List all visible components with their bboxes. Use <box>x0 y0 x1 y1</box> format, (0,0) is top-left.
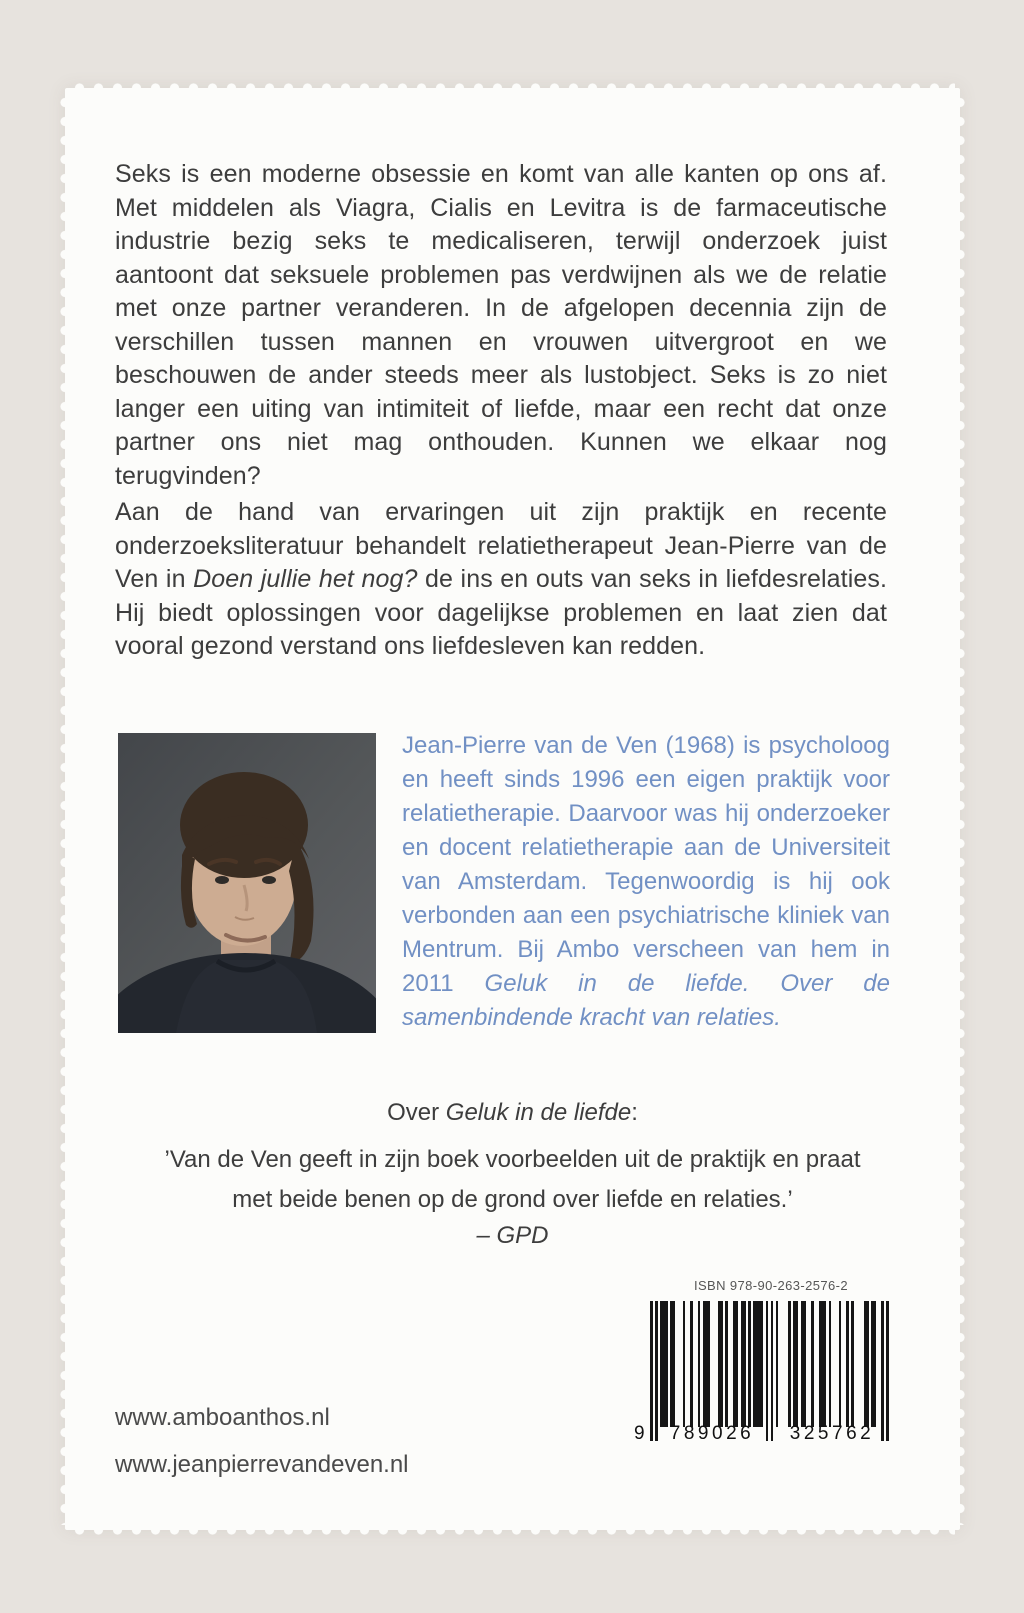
isbn-block <box>634 1278 892 1444</box>
author-bio-book-title: Geluk in de liefde. Over de samenbindende kracht van relaties. <box>402 970 891 1031</box>
review-heading-colon: : <box>631 1099 638 1126</box>
blurb-paragraph-1: Seks is een moderne obsessie en komt van alle kanten op ons af. Met middelen als Viagra, Cialis en Levitra is de farmaceutische industrie bezig seks te medicaliseren, terwijl onderzoek juist aantoont dat seksuele problemen pas verdwijnen als we de relatie met onze partner veranderen. In de afgelopen decennia zijn de verschillen tussen mannen en vrouwen uitvergroot en we beschouwen de ander steeds meer als lustobject. Seks is zo niet langer een uiting van intimiteit of liefde, maar een recht dat onze partner ons niet mag onthouden. Kunnen we elkaar nog terugvinden? <box>115 160 887 490</box>
review-heading <box>65 1098 960 1128</box>
author-portrait-photo <box>118 733 376 1033</box>
publisher-url: www.amboanthos.nl <box>115 1404 330 1431</box>
blurb-2-book-title: Doen jullie het nog? <box>193 565 418 593</box>
author-url: www.jeanpierrevandeven.nl <box>115 1451 409 1478</box>
perforated-edge-right <box>955 93 965 1525</box>
website-urls <box>115 1394 409 1488</box>
author-bio <box>402 729 890 1035</box>
author-bio-text: Jean-Pierre van de Ven (1968) is psycholoog en heeft sinds 1996 een eigen praktijk voor relatietherapie. Daarvoor was hij onderzoeker en docent relatietherapie aan de Universiteit van Amsterdam. Tegenwoordig is hij ook verbonden aan een psychiatrische kliniek van Mentrum. Bij Ambo verscheen van hem in 2011 <box>402 732 890 997</box>
review-heading-text: Over <box>387 1099 446 1126</box>
blurb-paragraph-2 <box>115 496 887 664</box>
review-heading-book-title: Geluk in de liefde <box>445 1099 632 1126</box>
perforated-edge-left <box>60 93 70 1525</box>
blurb-2-text-after: de ins en outs van seks in liefdesrelaties. Hij biedt oplossingen voor dagelijkse problemen en laat zien dat vooral gezond verstand ons liefdesleven kan redden. <box>115 565 888 660</box>
isbn-label: ISBN 978-90-263-2576-2 <box>693 1278 849 1293</box>
perforated-edge-bottom <box>70 1525 955 1535</box>
review-attribution: – GPD <box>476 1222 549 1249</box>
barcode-digits-right: 325762 <box>789 1423 875 1444</box>
review-quote-block <box>65 1098 960 1250</box>
cover-panel <box>65 88 960 1530</box>
barcode-digit-first: 9 <box>634 1423 645 1444</box>
blurb-2-text: Aan de hand van ervaringen uit zijn praktijk en recente onderzoeksliteratuur behandelt relatietherapeut Jean-Pierre van de Ven in <box>115 498 887 593</box>
author-portrait-illustration <box>118 733 376 1033</box>
review-quote: ’Van de Ven geeft in zijn boek voorbeelden uit de praktijk en praat met beide benen op de grond over liefde en relaties.’ <box>164 1146 861 1213</box>
barcode-digits-left: 789026 <box>669 1423 755 1444</box>
barcode <box>634 1301 892 1444</box>
perforated-edge-top <box>70 83 955 93</box>
